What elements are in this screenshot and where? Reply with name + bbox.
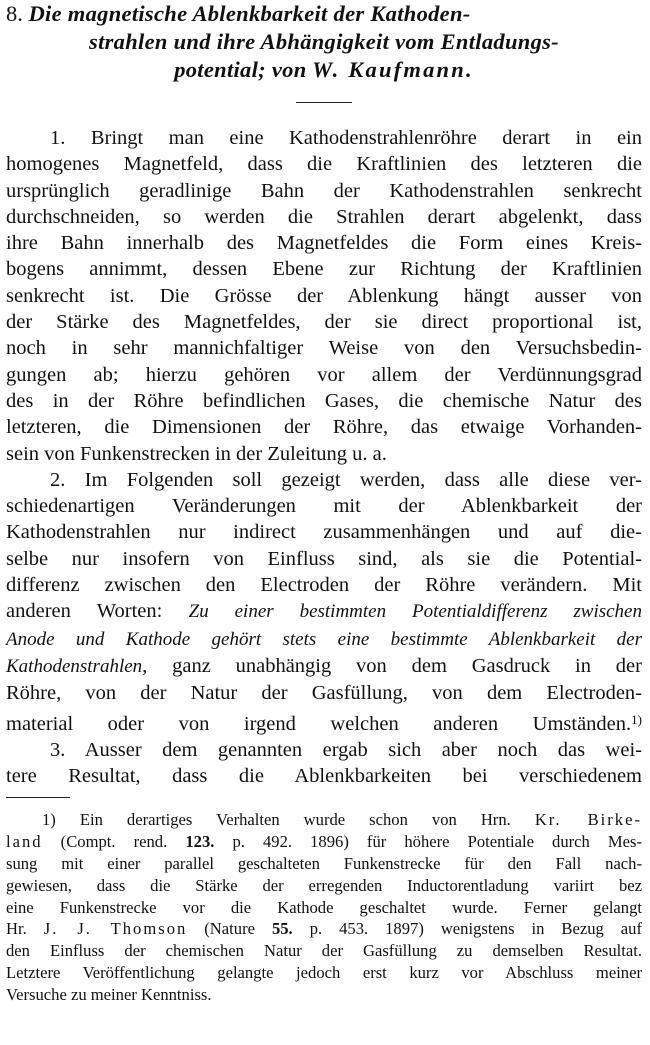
footnote-divider [6, 797, 70, 798]
footnote-line: sung mit einer parallel geschalteten Funkenstrecke für den Fall nach- [6, 854, 642, 874]
title-line-2: strahlen und ihre Abhängigkeit vom Entladungs- [89, 29, 559, 54]
text-segment: (Nature [204, 919, 255, 939]
article-number: 8. [6, 1, 23, 26]
volume-number: 55. [271, 919, 293, 939]
text-segment: p. 453. 1897) wenigstens in Bezug auf [309, 919, 642, 939]
paragraph-3 [6, 737, 642, 790]
text-line: letzteren, die Dimensionen der Röhre, das etwaige Vorhanden- [6, 416, 642, 439]
text-line: Kathodenstrahlen nur indirect zusammenhängen und auf die- [6, 521, 642, 544]
text-line: 2. Im Folgenden soll gezeigt werden, dass alle diese ver- [50, 468, 642, 491]
title-line-1 [6, 0, 642, 28]
paragraph-2 [6, 467, 642, 737]
text-segment: Hr. [6, 919, 27, 939]
footnote-line [6, 831, 642, 853]
footnote-line: den Einfluss der chemischen Natur der Gasfüllung zu demselben Resultat. [6, 941, 642, 961]
text-segment: (Compt. rend. [60, 832, 168, 852]
text-line: des in der Röhre befindlichen Gases, die chemische Natur des [6, 389, 642, 412]
footnote-reference[interactable]: 1) [631, 711, 642, 727]
text-line [6, 626, 642, 653]
footnote-line [6, 809, 642, 831]
footnote [6, 809, 642, 1005]
text-segment: , ganz unabhängig von dem Gasdruck in der [142, 654, 642, 677]
text-line: selbe nur insofern von Einfluss sind, als sie die Potential- [6, 547, 642, 570]
emphasized-text: Kathodenstrahlen [6, 655, 143, 677]
text-line: ihre Bahn innerhalb des Magnetfeldes die Form eines Kreis- [6, 232, 642, 255]
text-line: tere Resultat, dass die Ablenkbarkeiten bei verschiedenem [6, 765, 642, 788]
title-text-1: Die magnetische Ablenkbarkeit der Kathoden- [28, 1, 471, 26]
author-name: W. Kaufmann. [312, 57, 474, 82]
footnote-line: eine Funkenstrecke vor die Kathode geschaltet wurde. Ferner gelangt [6, 897, 642, 917]
footnote-line: gewiesen, dass die Stärke der erregenden Inductorentladung variirt bez [6, 875, 642, 895]
footnote-line [6, 918, 642, 940]
text-line: differenz zwischen den Electroden der Röhre verändern. Mit [6, 574, 642, 597]
text-segment: material oder von irgend welchen anderen Umständen. [6, 712, 632, 735]
text-line [6, 653, 642, 680]
text-line: schiedenartigen Veränderungen mit der Ablenkbarkeit der [6, 495, 642, 518]
text-segment: anderen Worten: [6, 600, 163, 623]
title-line-3 [6, 56, 642, 84]
person-name: J. J. Thomson [43, 919, 188, 939]
text-line: durchschneiden, so werden die Strahlen derart abgelenkt, dass [6, 205, 642, 228]
emphasized-text: Anode und Kathode gehört stets eine bestimmte Ablenkbarkeit der [6, 628, 642, 650]
text-line [6, 598, 642, 625]
footnote-mark: 1) [42, 810, 56, 830]
person-name: land [6, 832, 43, 852]
footnote-line: Versuche zu meiner Kenntniss. [6, 984, 212, 1004]
text-line: der Stärke des Magnetfeldes, der sie direct proportional ist, [6, 311, 642, 334]
volume-number: 123. [185, 832, 215, 852]
text-line: gungen ab; hierzu gehören vor allem der Verdünnungsgrad [6, 363, 642, 386]
text-line: 3. Ausser dem genannten ergab sich aber noch das wei- [50, 738, 642, 761]
emphasized-text: Zu einer bestimmten Potentialdifferenz zwischen [188, 601, 642, 623]
person-name: Kr. Birke- [534, 810, 642, 830]
text-line [6, 707, 642, 737]
text-segment: Ein derartiges Verhalten wurde schon von Hrn. [79, 810, 511, 830]
text-line: Röhre, von der Natur der Gasfüllung, von dem Electroden- [6, 682, 642, 705]
title-text-3: potential; von [174, 57, 307, 82]
title-divider [296, 102, 352, 103]
text-line: homogenes Magnetfeld, dass die Kraftlinien des letzteren die [6, 153, 642, 176]
text-line: ursprünglich geradlinige Bahn der Kathodenstrahlen senkrecht [6, 179, 642, 202]
text-line: sein von Funkenstrecken in der Zuleitung u. a. [6, 442, 387, 465]
text-segment: p. 492. 1896) für höhere Potentiale durch Mes- [232, 832, 643, 852]
text-line: senkrecht ist. Die Grösse der Ablenkung hängt ausser von [6, 284, 642, 307]
footnote-line: Letztere Veröffentlichung gelangte jedoch erst kurz vor Abschluss meiner [6, 963, 642, 982]
text-line: noch in sehr mannichfaltiger Weise von den Versuchsbedin- [6, 337, 642, 360]
text-line: 1. Bringt man eine Kathodenstrahlenröhre derart in ein [50, 127, 642, 149]
paragraph-1 [6, 125, 642, 467]
article-title [6, 0, 642, 84]
text-line: bogens annimmt, dessen Ebene zur Richtung der Kraftlinien [6, 258, 642, 281]
